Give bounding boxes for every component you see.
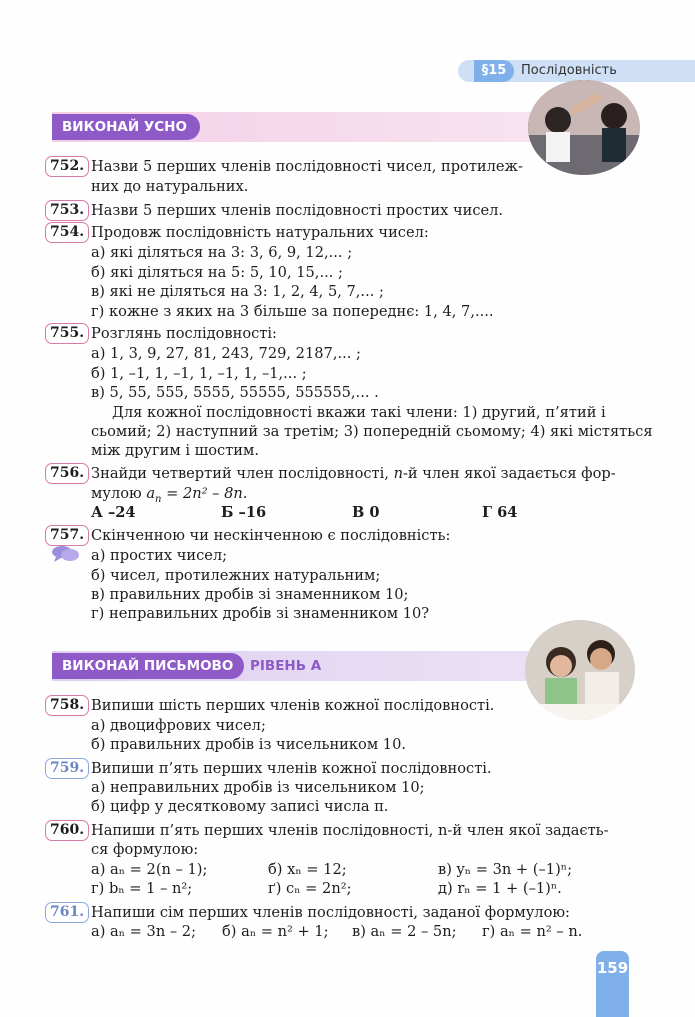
task-753-line-1: Назви 5 перших членів послідовності простих чисел. <box>91 202 504 219</box>
task-757-d: г) неправильних дробів зі знаменником 10? <box>91 605 430 622</box>
task-756-option-b: Б –16 <box>221 504 267 521</box>
task-752-line-1: Назви 5 перших членів послідовності чисел, протилеж- <box>91 158 523 175</box>
photo-high-five <box>528 80 640 175</box>
task-755-line-1: Розглянь послідовності: <box>91 325 277 342</box>
task-758-b: б) правильних дробів із чисельником 10. <box>91 736 407 753</box>
task-759-line-1: Випиши п’ять перших членів кожної послідовності. <box>91 760 492 777</box>
task-754-c: в) які не діляться на 3: 1, 2, 4, 5, 7,... ; <box>91 283 384 300</box>
task-755-para-3: між другим і шостим. <box>91 442 259 459</box>
task-number-756: 756. <box>45 463 89 484</box>
task-number-753: 753. <box>45 200 89 221</box>
task-758-a: а) двоцифрових чисел; <box>91 717 266 734</box>
task-number-761: 761. <box>45 902 89 923</box>
task-756-formula-intro: мулою <box>91 485 142 502</box>
task-757-a: а) простих чисел; <box>91 547 228 564</box>
task-number-752: 752. <box>45 156 89 177</box>
task-760-b: б) xₙ = 12; <box>268 861 347 878</box>
task-756-line-1 <box>91 464 616 483</box>
task-number-760: 760. <box>45 820 89 841</box>
task-number-759: 759. <box>45 758 89 779</box>
task-761-b: б) aₙ = n² + 1; <box>222 923 329 940</box>
task-756-a-n: $a_n$ <box>146 485 162 505</box>
task-752-line-2: них до натуральних. <box>91 178 249 195</box>
task-759-a: а) неправильних дробів із чисельником 10; <box>91 779 425 796</box>
task-756-option-a: А –24 <box>91 504 136 521</box>
task-755-b: б) 1, –1, 1, –1, 1, –1, 1, –1,... ; <box>91 365 307 382</box>
task-757-b: б) чисел, протилежних натуральним; <box>91 567 381 584</box>
task-754-line-1: Продовж послідовність натуральних чисел: <box>91 224 429 241</box>
section-title: Послідовність <box>521 63 617 78</box>
task-755-para-1: Для кожної послідовності вкажи такі члени: 1) другий, п’ятий і <box>112 404 606 421</box>
task-760-line-2: ся формулою: <box>91 841 199 858</box>
task-760-c: в) yₙ = 3n + (–1)ⁿ; <box>438 861 573 878</box>
task-761-d: г) aₙ = n² – n. <box>482 923 583 940</box>
task-760-a: а) aₙ = 2(n – 1); <box>91 861 208 878</box>
task-756-option-d: Г 64 <box>482 504 518 521</box>
task-754-d: г) кожне з яких на 3 більше за попереднє: 1, 4, 7,.... <box>91 303 494 320</box>
task-number-755: 755. <box>45 323 89 344</box>
task-756-n: n <box>393 465 403 482</box>
task-755-a: а) 1, 3, 9, 27, 81, 243, 729, 2187,... ; <box>91 345 361 362</box>
task-755-para-2: сьомий; 2) наступний за третім; 3) попередній сьомому; 4) які містяться <box>91 423 653 440</box>
task-760-d: г) bₙ = 1 – n²; <box>91 880 193 897</box>
task-754-a: а) які діляться на 3: 3, 6, 9, 12,... ; <box>91 244 353 261</box>
task-761-c: в) aₙ = 2 – 5n; <box>352 923 457 940</box>
task-760-e: ґ) cₙ = 2n²; <box>268 880 352 897</box>
task-760-f: д) rₙ = 1 + (–1)ⁿ. <box>438 880 562 897</box>
task-759-b: б) цифр у десятковому записі числа π. <box>91 798 389 815</box>
task-756-text-a: Знайди четвертий член послідовності, <box>91 465 394 482</box>
page-number: 159 <box>596 951 629 1017</box>
task-755-c: в) 5, 55, 555, 5555, 55555, 555555,... . <box>91 384 379 401</box>
task-756-formula: = 2n² – 8n. <box>166 485 248 502</box>
task-761-a: а) aₙ = 3n – 2; <box>91 923 197 940</box>
task-754-b: б) які діляться на 5: 5, 10, 15,... ; <box>91 264 343 281</box>
task-757-c: в) правильних дробів зі знаменником 10; <box>91 586 409 603</box>
photo-students <box>525 620 635 720</box>
written-label: ВИКОНАЙ ПИСЬМОВО <box>52 653 244 679</box>
discussion-icon <box>52 545 80 567</box>
task-number-757: 757. <box>45 525 89 546</box>
task-756-text-b: -й член якої задається фор- <box>402 465 616 482</box>
task-number-758: 758. <box>45 695 89 716</box>
task-758-line-1: Випиши шість перших членів кожної послідовності. <box>91 697 495 714</box>
task-760-line-1: Напиши п’ять перших членів послідовності, n-й член якої задаєть- <box>91 822 609 839</box>
task-number-754: 754. <box>45 222 89 243</box>
task-761-line-1: Напиши сім перших членів послідовності, заданої формулою: <box>91 904 570 921</box>
task-757-line-1: Скінченною чи нескінченною є послідовність: <box>91 527 451 544</box>
level-label: РІВЕНЬ А <box>250 658 322 674</box>
task-756-option-c: В 0 <box>352 504 380 521</box>
oral-label: ВИКОНАЙ УСНО <box>52 114 200 140</box>
section-number: §15 <box>474 60 514 82</box>
